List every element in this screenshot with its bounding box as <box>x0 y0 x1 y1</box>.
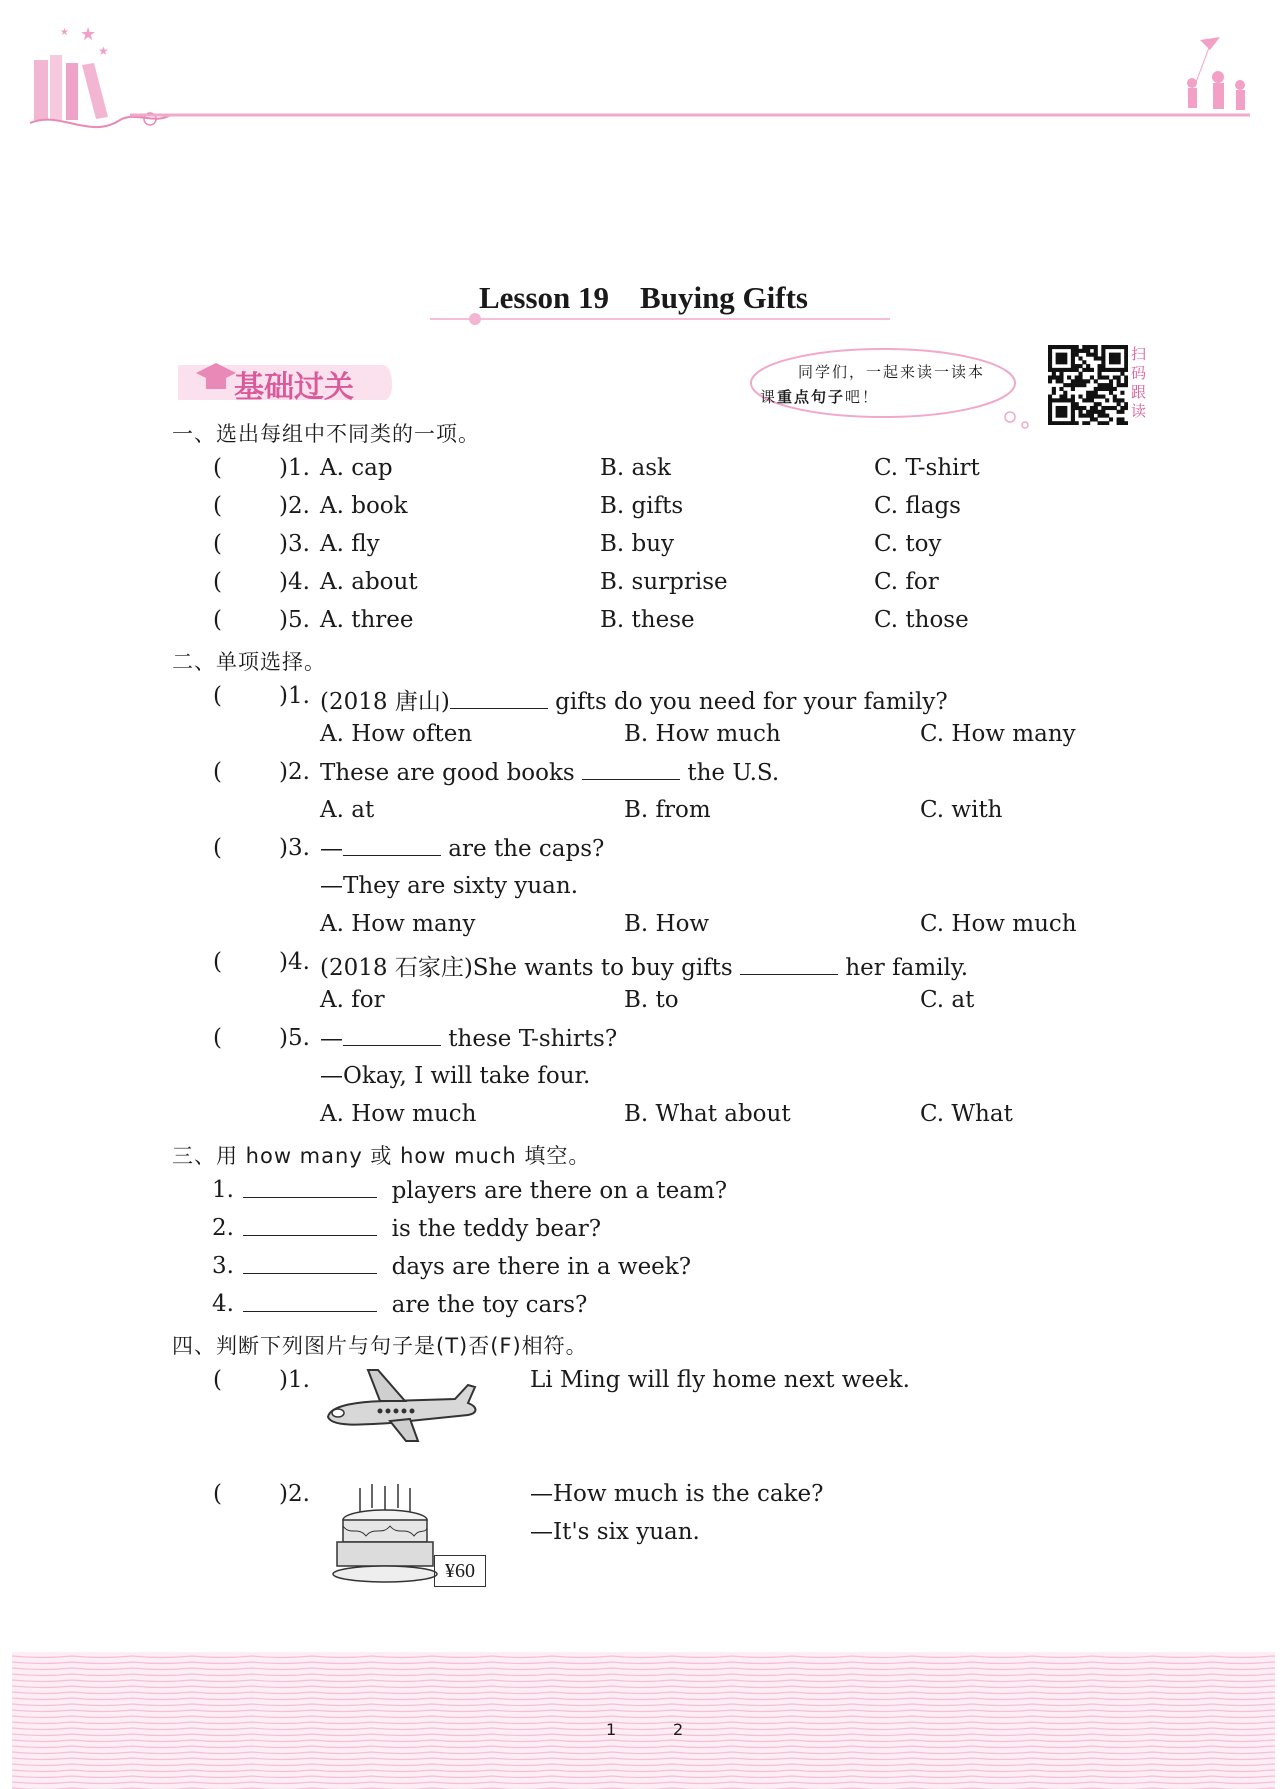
page-number-left: 1 <box>606 1720 617 1739</box>
header-decoration <box>20 15 1270 145</box>
question-line <box>320 1025 617 1052</box>
option-a: A. for <box>320 987 385 1013</box>
option-a: A. How much <box>320 1101 477 1127</box>
option-c: C. T-shirt <box>874 455 980 481</box>
option-a: A. cap <box>320 455 393 481</box>
footer-stripes <box>12 1652 1275 1789</box>
answer-blank[interactable] <box>243 1177 377 1198</box>
option-c: C. How many <box>920 721 1076 747</box>
sentence-text: days are there in a week? <box>391 1254 692 1280</box>
bubble-line-2-prefix: 课 <box>760 388 778 406</box>
option-c: C. for <box>874 569 939 595</box>
option-c: C. those <box>874 607 969 633</box>
option-a: A. about <box>320 569 418 595</box>
option-b: B. surprise <box>600 569 728 595</box>
question-prefix: (2018 唐山) <box>320 689 450 715</box>
svg-text:★: ★ <box>60 27 69 38</box>
option-b: B. How much <box>624 721 781 747</box>
s4-item-2-line2: —It's six yuan. <box>530 1519 700 1545</box>
answer-paren[interactable]: ( <box>213 759 222 785</box>
option-a: A. at <box>320 797 375 823</box>
section-banner-title: 基础过关 <box>234 370 354 405</box>
answer-paren[interactable]: ( <box>213 493 222 519</box>
bubble-line-2-suffix: 吧！ <box>845 388 880 406</box>
answer-blank[interactable] <box>243 1253 377 1274</box>
answer-blank[interactable] <box>582 759 680 780</box>
item-number: )2. <box>279 493 310 519</box>
section-2-heading: 二、单项选择。 <box>172 650 326 674</box>
question-prefix: (2018 石家庄)She wants to buy gifts <box>320 955 741 981</box>
price-tag: ¥60 <box>434 1555 486 1587</box>
birthday-cake-icon <box>330 1478 440 1600</box>
s2-item-3-line2: —They are sixty yuan. <box>320 873 579 899</box>
item-number: )4. <box>279 569 310 595</box>
option-a: A. book <box>320 493 408 519</box>
item-number: )1. <box>279 1367 310 1393</box>
title-underline <box>430 312 890 326</box>
option-a: A. How many <box>320 911 476 937</box>
option-b: B. How <box>624 911 710 937</box>
page-number-right: 2 <box>673 1720 684 1739</box>
question-prefix: These are good books <box>320 760 583 786</box>
s2-item-5-line2: —Okay, I will take four. <box>320 1063 591 1089</box>
answer-paren[interactable]: ( <box>213 1367 222 1393</box>
bubble-line-2-bold: 重点句子 <box>777 388 846 406</box>
option-c: C. toy <box>874 531 942 557</box>
option-c: C. with <box>920 797 1003 823</box>
airplane-icon <box>320 1365 480 1445</box>
sentence-text: is the teddy bear? <box>391 1216 602 1242</box>
option-b: B. gifts <box>600 493 684 519</box>
children-kite-icon <box>1187 37 1245 110</box>
option-a: A. fly <box>320 531 380 557</box>
answer-blank[interactable] <box>243 1215 377 1236</box>
item-number: 2. <box>212 1215 234 1241</box>
answer-paren[interactable]: ( <box>213 835 222 861</box>
sentence-text: —How much is the cake? <box>530 1481 824 1507</box>
question-suffix: gifts do you need for your family? <box>547 689 948 715</box>
option-c: C. How much <box>920 911 1077 937</box>
question-prefix: — <box>320 836 343 862</box>
bubble-line-2 <box>760 386 879 407</box>
item-number: )3. <box>279 835 310 861</box>
question-prefix: — <box>320 1026 343 1052</box>
item-number: )3. <box>279 531 310 557</box>
sentence-text: Li Ming will fly home next week. <box>530 1367 910 1393</box>
section-1-heading: 一、选出每组中不同类的一项。 <box>172 422 480 446</box>
fill-line <box>243 1215 601 1242</box>
option-c: C. at <box>920 987 975 1013</box>
qr-label-char: 读 <box>1131 402 1147 420</box>
item-number: )4. <box>279 949 310 975</box>
item-number: 3. <box>212 1253 234 1279</box>
item-number: )2. <box>279 759 310 785</box>
item-number: )1. <box>279 683 310 709</box>
answer-blank[interactable] <box>450 688 548 709</box>
section-3-heading: 三、用 how many 或 how much 填空。 <box>172 1144 591 1168</box>
qr-code-icon[interactable] <box>1048 345 1128 425</box>
option-c: C. flags <box>874 493 961 519</box>
item-number: )5. <box>279 1025 310 1051</box>
option-b: B. these <box>600 607 695 633</box>
answer-paren[interactable]: ( <box>213 607 222 633</box>
page-title: Lesson 19 Buying Gifts <box>478 280 808 315</box>
answer-paren[interactable]: ( <box>213 1481 222 1507</box>
answer-paren[interactable]: ( <box>213 683 222 709</box>
question-line <box>320 835 604 862</box>
item-number: )2. <box>279 1481 310 1507</box>
answer-blank[interactable] <box>343 835 441 856</box>
section-4-heading: 四、判断下列图片与句子是(T)否(F)相符。 <box>172 1334 588 1358</box>
bubble-line-1: 同学们，一起来读一读本 <box>798 363 986 381</box>
qr-label <box>1131 345 1149 421</box>
answer-paren[interactable]: ( <box>213 531 222 557</box>
question-suffix: her family. <box>838 955 969 981</box>
answer-blank[interactable] <box>740 954 838 975</box>
question-line <box>320 949 968 982</box>
fill-line <box>243 1177 727 1204</box>
fill-line <box>243 1253 691 1280</box>
option-a: A. How often <box>320 721 473 747</box>
question-line <box>320 759 779 786</box>
option-c: C. What <box>920 1101 1013 1127</box>
fill-line <box>243 1291 587 1318</box>
option-b: B. buy <box>600 531 675 557</box>
answer-paren[interactable]: ( <box>213 569 222 595</box>
item-number: 4. <box>212 1291 234 1317</box>
sentence-text: are the toy cars? <box>391 1292 588 1318</box>
book-ornament-icon <box>30 24 170 127</box>
item-number: )5. <box>279 607 310 633</box>
qr-label-char: 扫 <box>1131 345 1147 363</box>
question-suffix: the U.S. <box>680 760 780 786</box>
svg-text:★: ★ <box>98 44 109 58</box>
question-line <box>320 683 948 716</box>
answer-blank[interactable] <box>243 1291 377 1312</box>
option-b: B. ask <box>600 455 671 481</box>
question-suffix: these T-shirts? <box>441 1026 618 1052</box>
option-b: B. from <box>624 797 711 823</box>
svg-text:★: ★ <box>80 24 97 45</box>
sentence-text: players are there on a team? <box>391 1178 728 1204</box>
answer-paren[interactable]: ( <box>213 949 222 975</box>
option-b: B. to <box>624 987 679 1013</box>
item-number: )1. <box>279 455 310 481</box>
answer-paren[interactable]: ( <box>213 1025 222 1051</box>
question-suffix: are the caps? <box>441 836 605 862</box>
option-a: A. three <box>320 607 414 633</box>
qr-label-char: 码 <box>1131 364 1147 382</box>
qr-label-char: 跟 <box>1131 383 1147 401</box>
answer-blank[interactable] <box>343 1025 441 1046</box>
option-b: B. What about <box>624 1101 791 1127</box>
answer-paren[interactable]: ( <box>213 455 222 481</box>
item-number: 1. <box>212 1177 234 1203</box>
